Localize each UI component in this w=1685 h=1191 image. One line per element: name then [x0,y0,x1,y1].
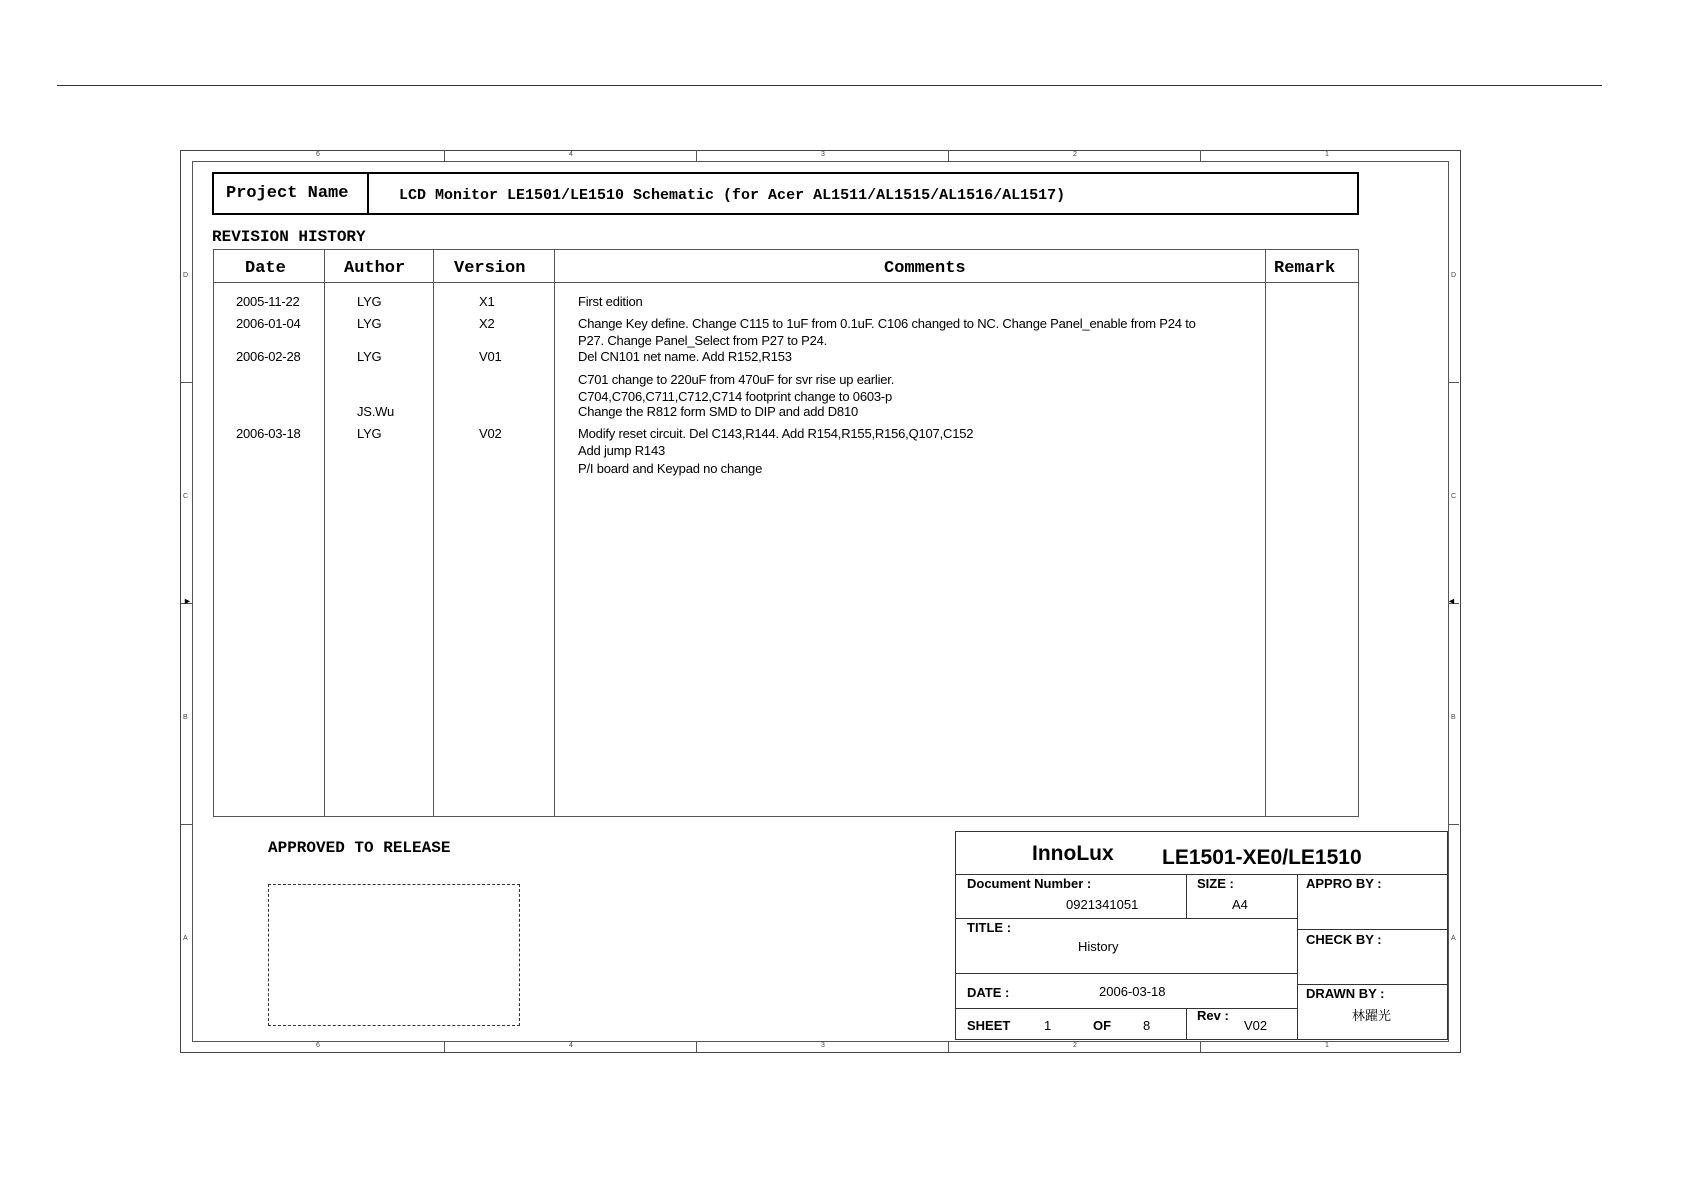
drawn-by-value: 林躍光 [1352,1008,1392,1023]
zone-col-label: 3 [821,1042,825,1049]
project-label-cell [214,174,369,213]
date-value: 2006-03-18 [1099,984,1166,999]
zone-tick [1200,150,1201,161]
zone-tick [181,824,192,825]
zone-row-label: D [1451,272,1457,279]
revision-history-title: REVISION HISTORY [212,228,366,246]
zone-row-label: B [183,714,188,721]
row-comment: Change the R812 form SMD to DIP and add D810 [578,404,859,419]
row-comment: Modify reset circuit. Del C143,R144. Add R154,R155,R156,Q107,C152 [578,426,974,441]
sheet-label: SHEET [967,1018,1011,1033]
title-label: TITLE : [967,920,1012,935]
row-comment: P/I board and Keypad no change [578,461,763,476]
approval-signature-box [268,884,520,1026]
zone-col-label: 1 [1325,151,1329,158]
appro-by-label: APPRO BY : [1306,876,1382,891]
row-author: LYG [357,294,382,309]
center-arrow-icon: ◄ [1447,596,1456,606]
zone-tick [1448,824,1459,825]
title-block [955,831,1448,1040]
row-date: 2005-11-22 [236,294,300,309]
zone-row-label: C [1451,493,1457,500]
project-name-label: Project Name [226,184,349,203]
row-version: X2 [479,316,495,331]
column-header-version: Version [454,259,526,278]
title-block-divider [1186,1008,1187,1039]
zone-col-label: 2 [1073,1042,1077,1049]
of-label: OF [1093,1018,1112,1033]
size-label: SIZE : [1197,876,1234,891]
column-divider [1265,250,1266,816]
zone-tick [444,150,445,161]
title-block-rule [956,918,1297,919]
title-value: History [1078,939,1119,954]
row-date: 2006-03-18 [236,426,301,441]
row-version: V01 [479,349,502,364]
zone-col-label: 1 [1325,1042,1329,1049]
zone-tick [444,1041,445,1052]
company-name: InnoLux [1032,842,1114,865]
column-header-remark: Remark [1274,259,1336,278]
row-comment: C704,C706,C711,C712,C714 footprint change to 0603-p [578,389,893,404]
column-divider [324,250,325,816]
model-number: LE1501-XE0/LE1510 [1162,846,1362,869]
zone-row-label: B [1451,714,1456,721]
row-author: LYG [357,316,382,331]
project-name-box [212,172,1359,215]
title-block-rule [956,1008,1297,1009]
document-number-label: Document Number : [967,876,1092,891]
zone-row-label: C [183,493,189,500]
row-version: V02 [479,426,502,441]
zone-col-label: 6 [316,1042,320,1049]
rev-value: V02 [1244,1018,1268,1033]
project-name-value: LCD Monitor LE1501/LE1510 Schematic (for Acer AL1511/AL1515/AL1516/AL1517) [399,187,1066,204]
column-header-date: Date [245,259,286,278]
column-header-author: Author [344,259,406,278]
zone-row-label: A [1451,935,1456,942]
zone-tick [181,382,192,383]
column-divider [433,250,434,816]
row-comment: First edition [578,294,643,309]
zone-col-label: 2 [1073,151,1077,158]
zone-tick [1448,382,1459,383]
zone-tick [1200,1041,1201,1052]
title-block-rule [956,973,1297,974]
date-label: DATE : [967,985,1010,1000]
row-author: LYG [357,426,382,441]
header-rule [214,282,1358,283]
row-comment: C701 change to 220uF from 470uF for svr rise up earlier. [578,372,895,387]
zone-tick [948,1041,949,1052]
row-version: X1 [479,294,495,309]
column-header-comments: Comments [884,259,966,278]
document-number-value: 0921341051 [1066,897,1139,912]
zone-col-label: 4 [569,151,573,158]
row-comment: P27. Change Panel_Select from P27 to P24. [578,333,828,348]
zone-tick [696,150,697,161]
row-comment: Del CN101 net name. Add R152,R153 [578,349,792,364]
title-block-rule [1297,929,1447,930]
zone-row-label: A [183,935,188,942]
center-arrow-icon: ► [183,596,192,606]
row-comment: Change Key define. Change C115 to 1uF from 0.1uF. C106 changed to NC. Change Panel_enable from P24 to [578,316,1196,331]
size-value: A4 [1232,897,1248,912]
page-top-rule [57,85,1602,86]
rev-label: Rev : [1197,1008,1229,1023]
zone-col-label: 6 [316,151,320,158]
drawn-by-label: DRAWN BY : [1306,986,1385,1001]
check-by-label: CHECK BY : [1306,932,1382,947]
revision-table [213,249,1359,817]
zone-col-label: 4 [569,1042,573,1049]
zone-row-label: D [183,272,189,279]
column-divider [554,250,555,816]
of-value: 8 [1143,1018,1151,1033]
title-block-divider [1297,874,1298,1039]
title-block-divider [1186,874,1187,918]
row-author: JS.Wu [357,404,395,419]
row-comment: Add jump R143 [578,443,666,458]
zone-tick [948,150,949,161]
sheet-value: 1 [1044,1018,1052,1033]
row-author: LYG [357,349,382,364]
zone-tick [696,1041,697,1052]
title-block-rule [956,874,1447,875]
row-date: 2006-02-28 [236,349,301,364]
approved-to-release-title: APPROVED TO RELEASE [268,839,451,857]
title-block-rule [1297,984,1447,985]
row-date: 2006-01-04 [236,316,301,331]
zone-col-label: 3 [821,151,825,158]
